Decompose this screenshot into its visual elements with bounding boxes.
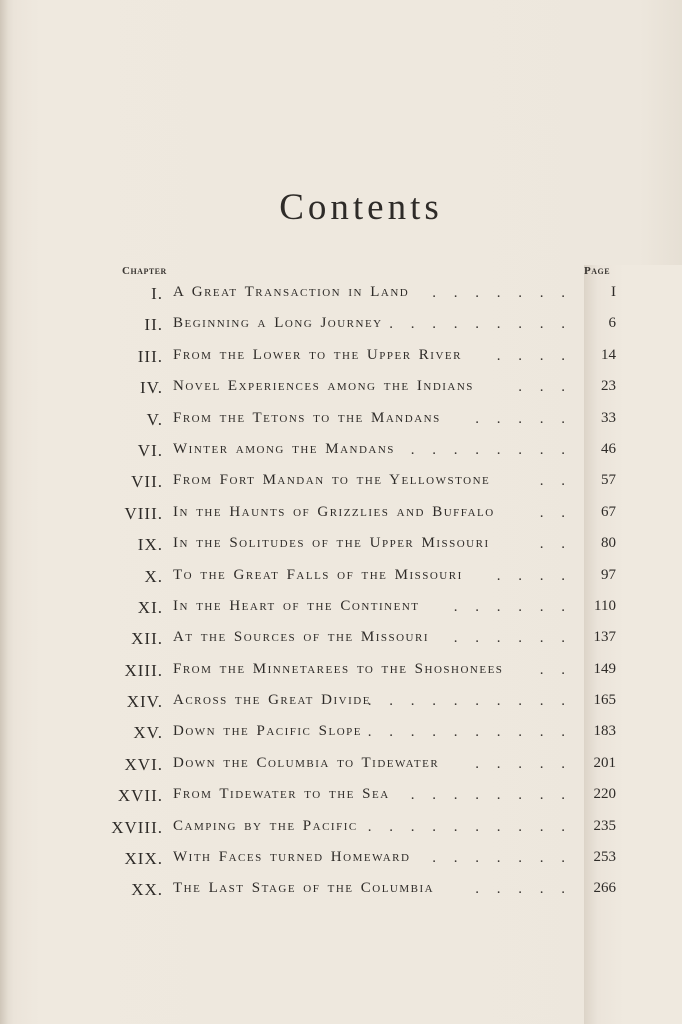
page-number: 137: [593, 629, 616, 646]
page-number: 23: [601, 378, 616, 395]
page-number: 183: [593, 723, 616, 740]
page-number: 165: [593, 692, 616, 709]
dot-leader: . .: [539, 504, 572, 521]
page-number: 201: [593, 754, 616, 771]
toc-entry: [0, 531, 682, 562]
chapter-number: X.: [144, 566, 163, 586]
page-number: 33: [601, 409, 616, 426]
page-number: 220: [593, 786, 616, 803]
dot-leader: . . . . . . . .: [410, 787, 572, 804]
toc-entry: [0, 374, 682, 405]
toc-entry: [0, 500, 682, 531]
chapter-title: In the Heart of the Continent: [173, 597, 420, 614]
toc-entry: [0, 719, 682, 750]
page-number: 67: [601, 503, 616, 520]
dot-leader: . . . . . .: [453, 598, 572, 615]
dot-leader: . .: [539, 473, 572, 490]
chapter-number: VI.: [137, 440, 163, 460]
dot-leader: . . .: [518, 379, 572, 396]
toc-entry: [0, 406, 682, 437]
dot-leader: . . . . .: [475, 410, 572, 427]
page-number: 149: [593, 660, 616, 677]
dot-leader: . . . . .: [475, 881, 572, 898]
chapter-number: XVI.: [124, 754, 163, 774]
chapter-title: The Last Stage of the Columbia: [173, 880, 435, 897]
dot-leader: . . . . . . . . . .: [367, 724, 572, 741]
toc-entry: [0, 625, 682, 656]
dot-leader: . . . . . . . .: [410, 441, 572, 458]
toc-entry: [0, 688, 682, 719]
chapter-title: In the Solitudes of the Upper Missouri: [173, 535, 490, 552]
page-number: 235: [593, 817, 616, 834]
chapter-number: XIV.: [126, 692, 163, 712]
chapter-number: III.: [137, 346, 163, 366]
page-number: 253: [593, 849, 616, 866]
toc-entry: [0, 468, 682, 499]
toc-entry: [0, 845, 682, 876]
toc-entry: [0, 563, 682, 594]
chapter-title: Camping by the Pacific: [173, 817, 358, 834]
chapter-title: Down the Columbia to Tidewater: [173, 754, 440, 771]
dot-leader: . .: [539, 661, 572, 678]
page-column-header: Page: [584, 265, 682, 1024]
chapter-number: I.: [151, 284, 163, 303]
page-number: I: [611, 284, 616, 300]
chapter-title: From Tidewater to the Sea: [173, 786, 390, 803]
chapter-title: From the Tetons to the Mandans: [173, 409, 441, 426]
page-title: Contents: [279, 187, 443, 228]
page-number: 57: [601, 472, 616, 489]
toc-entry: [0, 814, 682, 845]
chapter-column-header: Chapter: [122, 265, 167, 277]
table-of-contents: [0, 280, 682, 908]
chapter-title: From the Minnetarees to the Shoshonees: [173, 660, 504, 677]
chapter-number: XIX.: [124, 849, 163, 869]
chapter-title: A Great Transaction in Land: [173, 284, 410, 300]
chapter-title: Winter among the Mandans: [173, 440, 395, 457]
page-number: 80: [601, 535, 616, 552]
chapter-title: At the Sources of the Missouri: [173, 629, 429, 646]
dot-leader: . . . . . . . . . .: [367, 818, 572, 835]
dot-leader: . . . . . . .: [432, 285, 572, 301]
chapter-number: XX.: [131, 880, 163, 900]
dot-leader: . . . . . .: [453, 630, 572, 647]
page-number: 110: [594, 597, 616, 614]
chapter-title: Across the Great Divide: [173, 692, 371, 709]
page-number: 6: [608, 315, 616, 332]
dot-leader: . .: [539, 536, 572, 553]
page-number: 14: [601, 346, 616, 363]
chapter-number: XV.: [133, 723, 163, 743]
chapter-number: XIII.: [124, 660, 163, 680]
dot-leader: . . . .: [496, 567, 572, 584]
chapter-title: From Fort Mandan to the Yellowstone: [173, 472, 491, 489]
toc-entry: [0, 782, 682, 813]
chapter-title: Novel Experiences among the Indians: [173, 378, 474, 395]
dot-leader: . . . . .: [475, 755, 572, 772]
toc-entry: [0, 751, 682, 782]
page-number: 46: [601, 440, 616, 457]
page-number: 266: [593, 880, 616, 897]
chapter-title: From the Lower to the Upper River: [173, 346, 462, 363]
dot-leader: . . . . . . .: [432, 850, 572, 867]
chapter-title: With Faces turned Homeward: [173, 849, 411, 866]
chapter-number: XVIII.: [111, 817, 163, 837]
chapter-number: XI.: [137, 597, 163, 617]
toc-entry: [0, 437, 682, 468]
chapter-number: V.: [146, 409, 163, 429]
chapter-title: In the Haunts of Grizzlies and Buffalo: [173, 503, 495, 520]
chapter-number: XVII.: [117, 786, 163, 806]
chapter-number: VII.: [131, 472, 163, 492]
toc-entry: [0, 657, 682, 688]
chapter-number: IX.: [137, 535, 163, 555]
chapter-title: Down the Pacific Slope: [173, 723, 362, 740]
page-number: 97: [601, 566, 616, 583]
dot-leader: . . . . . . . . .: [389, 316, 572, 333]
toc-entry: [0, 876, 682, 907]
chapter-title: Beginning a Long Journey: [173, 315, 383, 332]
toc-entry: [0, 280, 682, 311]
toc-entry: [0, 343, 682, 374]
dot-leader: . . . .: [496, 347, 572, 364]
chapter-number: II.: [144, 315, 163, 335]
chapter-number: VIII.: [124, 503, 163, 523]
toc-entry: [0, 594, 682, 625]
chapter-number: XII.: [131, 629, 163, 649]
dot-leader: . . . . . . . . . .: [367, 693, 572, 710]
toc-entry: [0, 311, 682, 342]
chapter-number: IV.: [140, 378, 163, 398]
chapter-title: To the Great Falls of the Missouri: [173, 566, 463, 583]
